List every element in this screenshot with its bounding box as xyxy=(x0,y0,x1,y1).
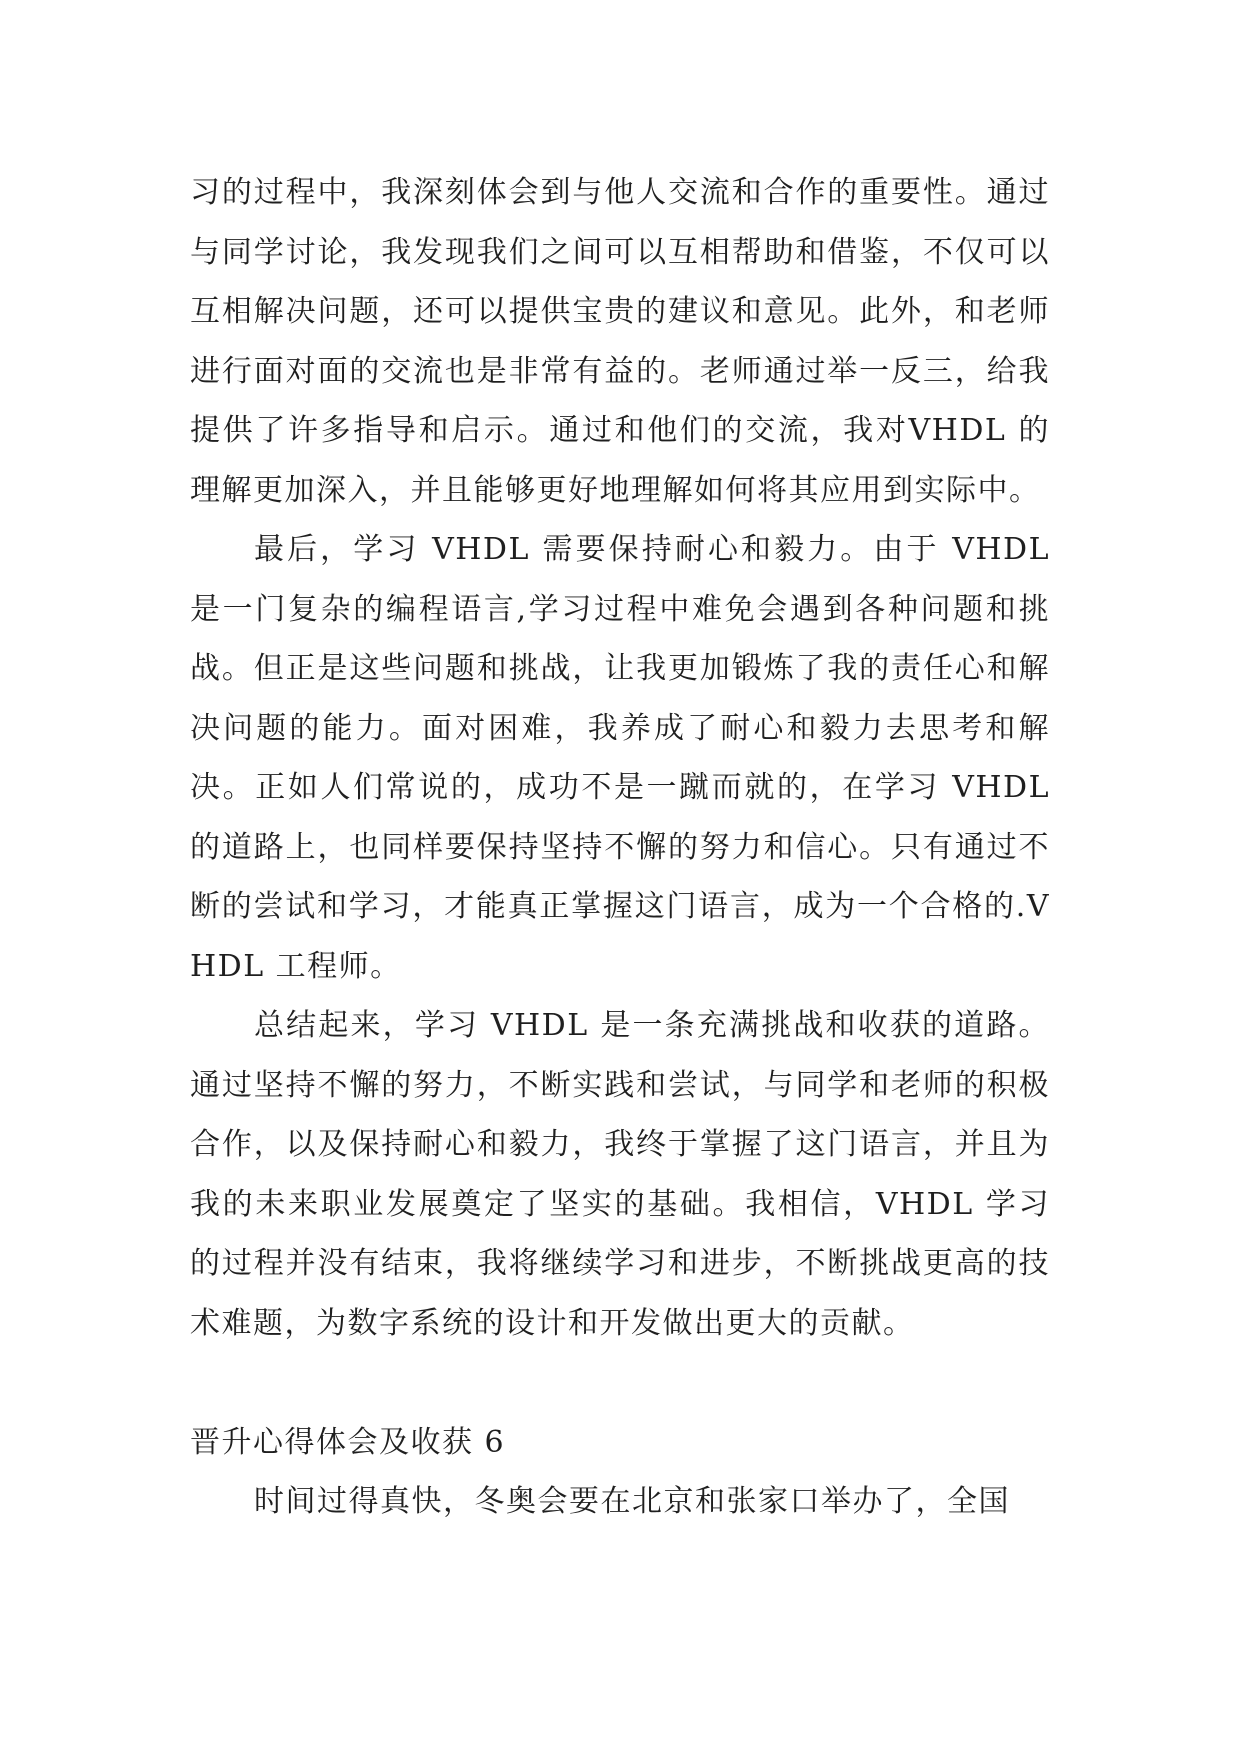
paragraph-patience: 最后，学习 VHDL 需要保持耐心和毅力。由于 VHDL 是一门复杂的编程语言,学习过程中难免会遇到各种问题和挑战。但正是这些问题和挑战，让我更加锻炼了我的责任心和解决问题的能力。面对困难，我养成了耐心和毅力去思考和解决。正如人们常说的，成功不是一蹴而就的，在学习 VHDL 的道路上，也同样要保持坚持不懈的努力和信心。只有通过不断的尝试和学习，才能真正掌握这门语言，成为一个合格的.VHDL 工程师。 xyxy=(190,532,1050,984)
document-body xyxy=(190,163,1050,1532)
paragraph-section-opening: 时间过得真快，冬奥会要在北京和张家口举办了，全国 xyxy=(254,1484,1010,1519)
section-heading: 晋升心得体会及收获 6 xyxy=(190,1424,506,1460)
paragraph-summary: 总结起来，学习 VHDL 是一条充满挑战和收获的道路。通过坚持不懈的努力，不断实践和尝试，与同学和老师的积极合作，以及保持耐心和毅力，我终于掌握了这门语言，并且为我的未来职业发展奠定了坚实的基础。我相信，VHDL 学习的过程并没有结束，我将继续学习和进步，不断挑战更高的技术难题，为数字系统的设计和开发做出更大的贡献。 xyxy=(190,1008,1050,1341)
paragraph-continuation: 习的过程中，我深刻体会到与他人交流和合作的重要性。通过与同学讨论，我发现我们之间可以互相帮助和借鉴，不仅可以互相解决问题，还可以提供宝贵的建议和意见。此外，和老师进行面对面的交流也是非常有益的。老师通过举一反三，给我提供了许多指导和启示。通过和他们的交流，我对VHDL 的理解更加深入，并且能够更好地理解如何将其应用到实际中。 xyxy=(190,175,1050,508)
